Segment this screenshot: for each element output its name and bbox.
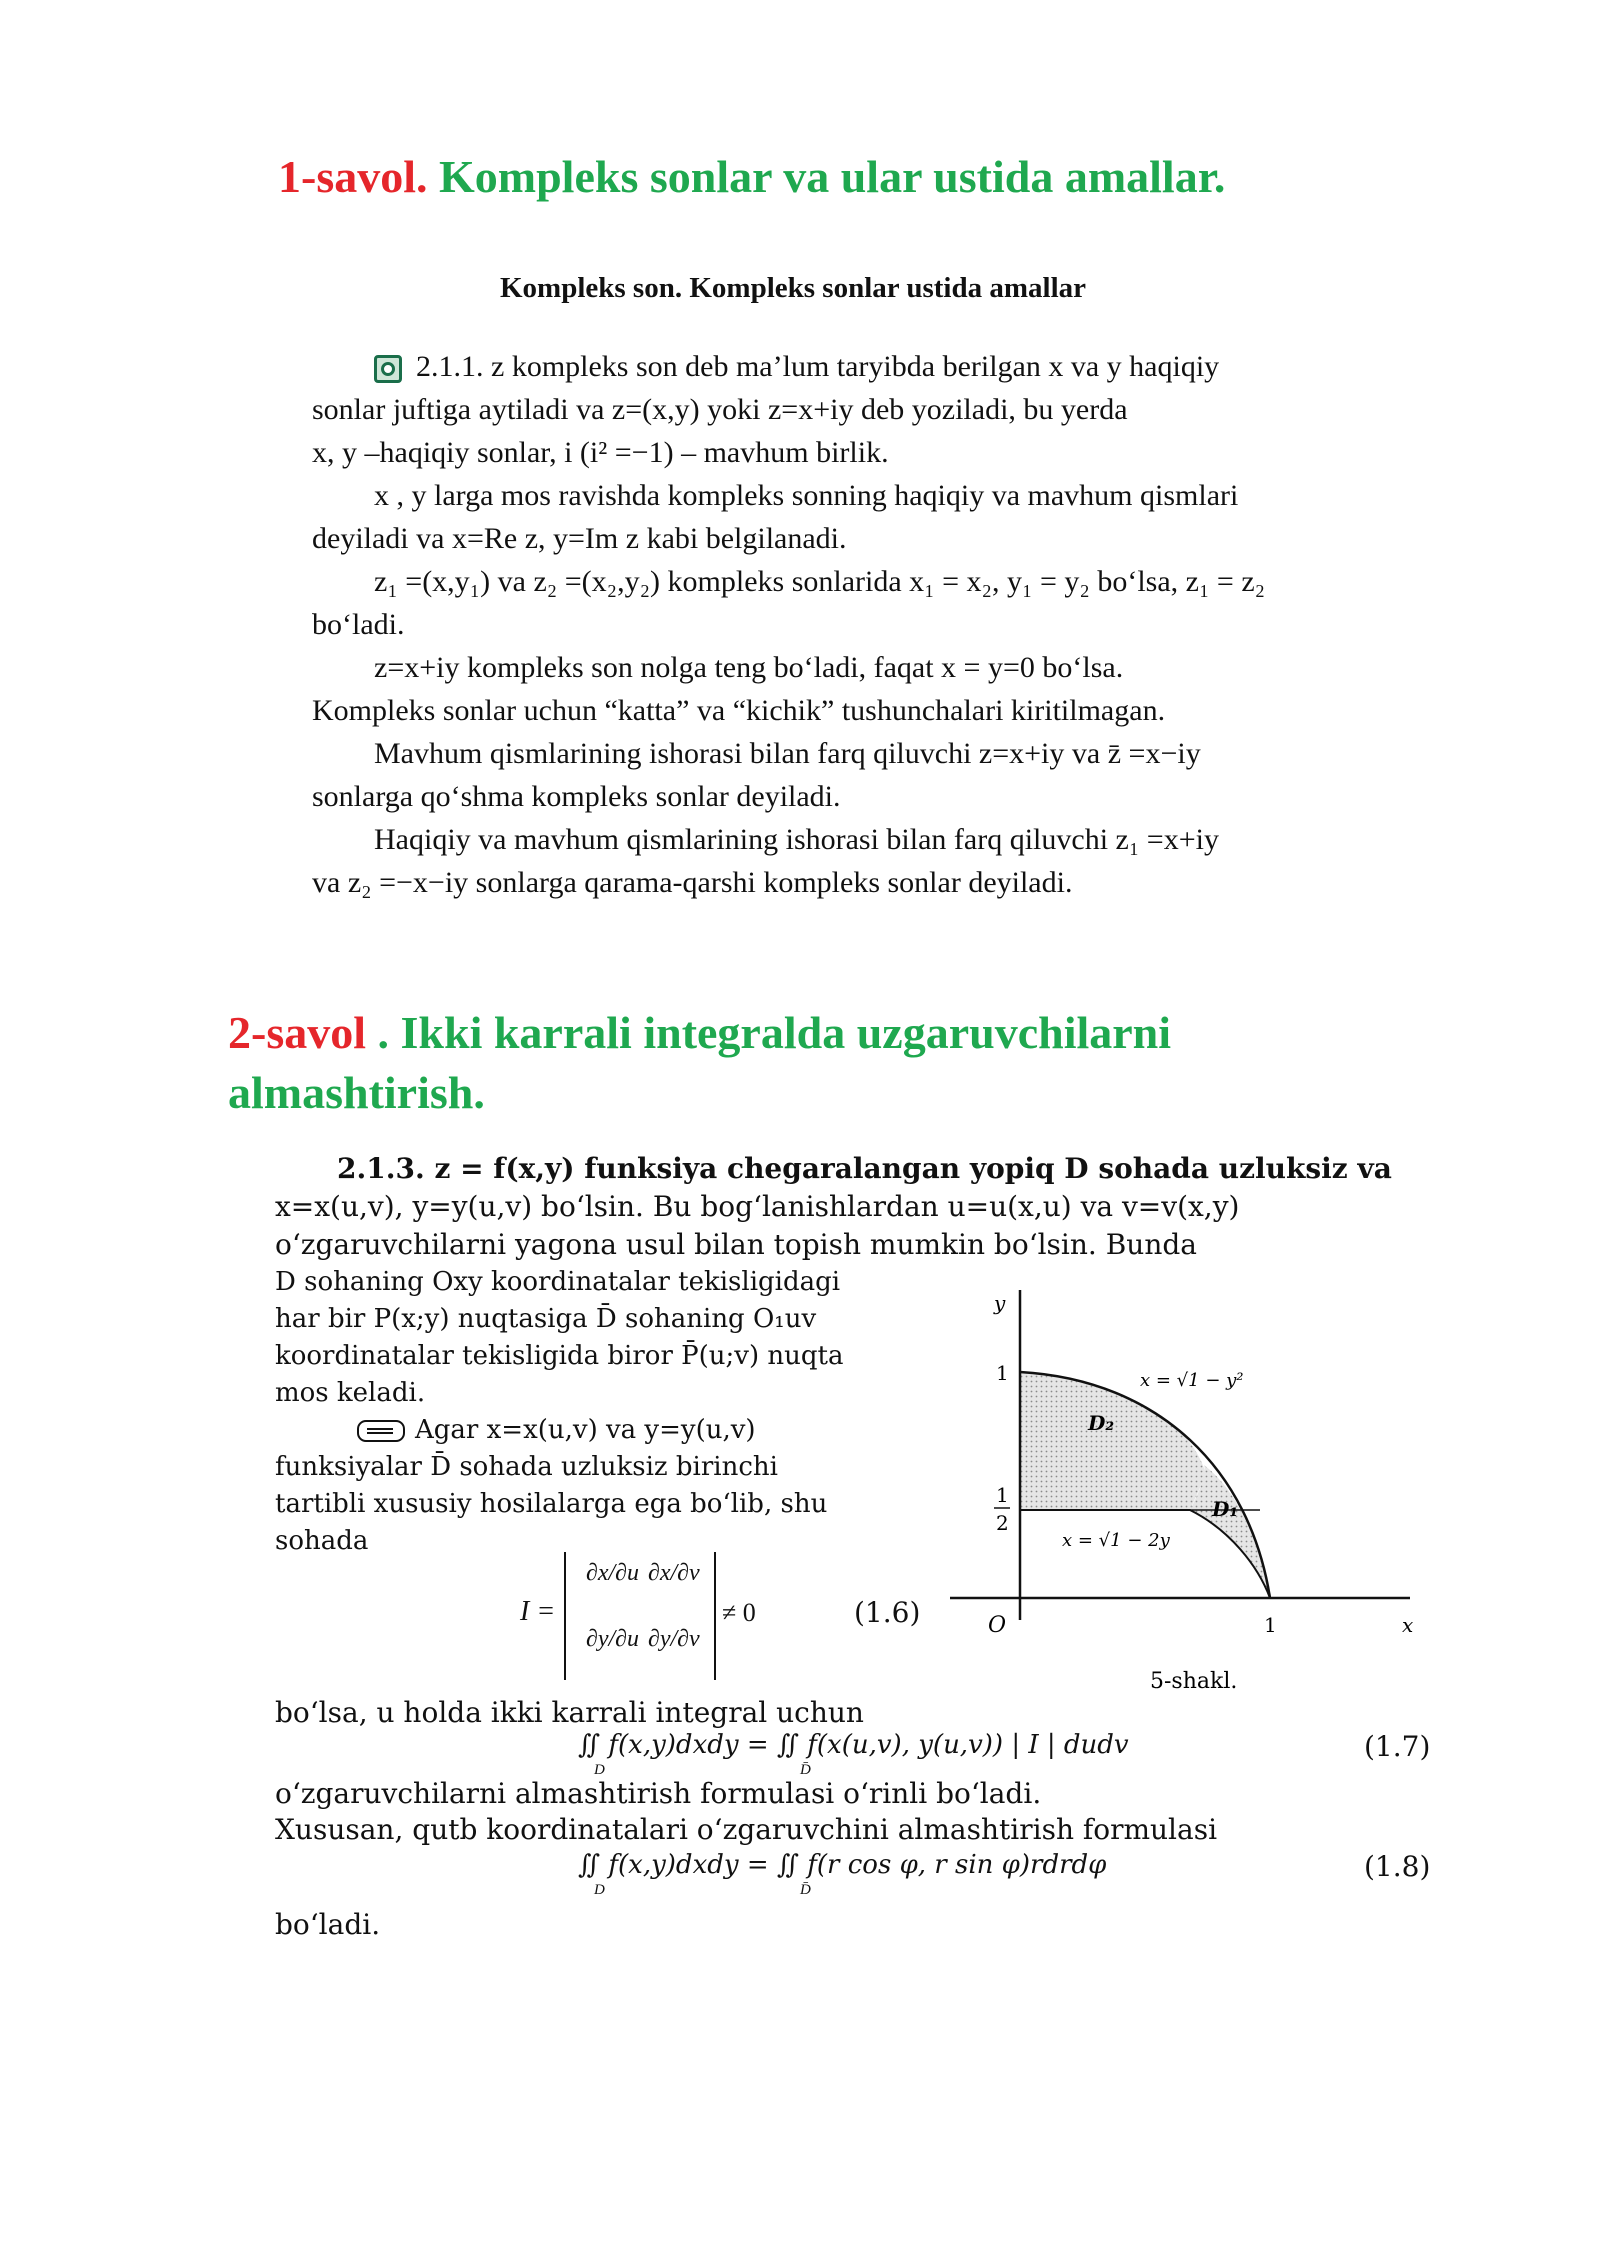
q1-line-5: z₁ =(x,y₁) va z₂ =(x₂,y₂) kompleks sonlarida x₁ = x₂, y₁ = y₂ bo‘lsa, z₁ = z₂: [374, 565, 1266, 598]
q2-title-line1: . Ikki karrali integralda uzgaruvchilarni: [377, 1007, 1172, 1058]
q2-left-line-2: koordinatalar tekisligida biror P̄(u;v) nuqta: [275, 1341, 844, 1371]
eq-num-18: (1.8): [1364, 1850, 1431, 1883]
q2-left-line-1: har bir P(x;y) nuqtasiga D̄ sohaning O₁uv: [275, 1304, 817, 1334]
formula-18-row: [578, 1846, 1431, 1902]
q2-left-line-7: sohada: [275, 1526, 369, 1556]
figure-5: [950, 1280, 1430, 1720]
q2-after-0: bo‘lsa, u holda ikki karrali integral uchun: [275, 1696, 864, 1729]
q1-line-3: x , y larga mos ravishda kompleks sonning haqiqiy va mavhum qismlari: [374, 479, 1239, 512]
q2-text-left: [275, 1264, 843, 1560]
q2-left-line-4: Agar x=x(u,v) va y=y(u,v): [275, 1412, 843, 1449]
formula-18: ∬ f(x,y)dxdy = ∬ f(r cos φ, r sin φ)rdrdφ: [578, 1850, 1107, 1880]
q2-left-line-6: tartibli xususiy hosilalarga ega bo‘lib, shu: [275, 1489, 828, 1519]
q1-title: Kompleks sonlar va ular ustida amallar.: [439, 151, 1226, 202]
formula-17-sub-d: D: [594, 1762, 605, 1778]
q1-line-8: Kompleks sonlar uchun “katta” va “kichik” tushunchalari kiritilmagan.: [312, 694, 1166, 727]
q2-after-3: bo‘ladi.: [275, 1908, 381, 1941]
formula-18-sub-dbar: D̄: [800, 1882, 811, 1898]
jacobian-matrix: [564, 1552, 716, 1680]
q2-line-0: 2.1.3. z = f(x,y) funksiya chegaralangan yopiq D sohada uzluksiz va: [337, 1152, 1392, 1185]
formula-17-sub-dbar: D̄: [800, 1762, 811, 1778]
eq-num-16: (1.6): [854, 1596, 921, 1629]
q2-left-line-0: D sohaning Oxy koordinatalar tekisligidagi: [275, 1267, 841, 1297]
q2-after-block: [275, 1776, 1217, 1848]
q1-line-9: Mavhum qismlarining ishorasi bilan farq qiluvchi z=x+iy va z̄ =x−iy: [374, 737, 1201, 770]
q1-line-0: 2.1.1. z kompleks son deb ma’lum taryibda berilgan x va y haqiqiy: [312, 345, 1265, 388]
q1-line-10: sonlarga qo‘shma kompleks sonlar deyiladi.: [312, 780, 841, 813]
curve1-label: x = √1 − y²: [1140, 1370, 1244, 1391]
tick-y-half-num: 1: [996, 1483, 1009, 1507]
q2-after-1: o‘zgaruvchilarni almashtirish formulasi o‘rinli bo‘ladi.: [275, 1777, 1042, 1810]
jacobian-cell-21: ∂y/∂u: [586, 1626, 640, 1652]
region-d1-shade: [1190, 1465, 1270, 1598]
formula-17: ∬ f(x,y)dxdy = ∬ f(x(u,v), y(u,v)) | I | dudv: [578, 1730, 1129, 1760]
jacobian-equation: [520, 1552, 940, 1682]
q2-number: 2-savol: [228, 1007, 366, 1058]
curve2-label: x = √1 − 2y: [1062, 1530, 1170, 1551]
jacobian-cell-22: ∂y/∂v: [648, 1626, 700, 1652]
q1-subtitle: Kompleks son. Kompleks sonlar ustida amallar: [500, 272, 1087, 304]
q2-text-full: [275, 1150, 1392, 1264]
axis-x-label: x: [1402, 1613, 1414, 1637]
q2-left-line-3: mos keladi.: [275, 1378, 426, 1408]
q2-heading: [228, 1003, 1171, 1123]
q1-text: [312, 345, 1265, 904]
q2-line-1: x=x(u,v), y=y(u,v) bo‘lsin. Bu bog‘lanishlardan u=u(x,u) va v=v(x,y): [275, 1190, 1240, 1223]
q1-number: 1-savol.: [278, 151, 428, 202]
q1-line-4: deyiladi va x=Re z, y=Im z kabi belgilanadi.: [312, 522, 847, 555]
q2-line-2: o‘zgaruvchilarni yagona usul bilan topish mumkin bo‘lsin. Bunda: [275, 1228, 1197, 1261]
q2-title-line2: almashtirish.: [228, 1067, 485, 1118]
jacobian-cell-11: ∂x/∂u: [586, 1560, 640, 1586]
q2-left-line-5: funksiyalar D̄ sohada uzluksiz birinchi: [275, 1452, 778, 1482]
q1-line-7: z=x+iy kompleks son nolga teng bo‘ladi, faqat x = y=0 bo‘lsa.: [374, 651, 1124, 684]
tick-y-1: 1: [996, 1361, 1009, 1385]
q1-line-2: x, y –haqiqiy sonlar, i (i² =−1) – mavhum birlik.: [312, 436, 889, 469]
q1-line-1: sonlar juftiga aytiladi va z=(x,y) yoki z=x+iy deb yoziladi, bu yerda: [312, 393, 1128, 426]
q1-line-12: va z₂ =−x−iy sonlarga qarama-qarshi kompleks sonlar deyiladi.: [312, 866, 1073, 899]
q1-line-6: bo‘ladi.: [312, 608, 405, 641]
q1-line-11: Haqiqiy va mavhum qismlarining ishorasi bilan farq qiluvchi z₁ =x+iy: [374, 823, 1219, 856]
figure-caption: 5-shakl.: [1150, 1669, 1238, 1694]
region-d1-label: D₁: [1212, 1497, 1239, 1521]
region-d2-label: D₂: [1088, 1411, 1115, 1435]
target-icon: [374, 355, 402, 383]
jacobian-cell-12: ∂x/∂v: [648, 1560, 700, 1586]
axis-y-label: y: [994, 1291, 1006, 1315]
formula-17-row: [578, 1726, 1431, 1782]
formula-18-sub-d: D: [594, 1882, 605, 1898]
pen-icon: [357, 1420, 405, 1442]
origin-label: O: [988, 1613, 1007, 1638]
eq-num-17: (1.7): [1364, 1730, 1431, 1763]
tick-x-1: 1: [1264, 1613, 1277, 1637]
q2-after-2: Xususan, qutb koordinatalari o‘zgaruvchini almashtirish formulasi: [275, 1813, 1218, 1846]
jacobian-rhs: ≠ 0: [722, 1598, 756, 1627]
jacobian-lhs: I =: [520, 1596, 556, 1627]
tick-y-half-den: 2: [996, 1511, 1009, 1535]
q1-heading: [278, 150, 1225, 203]
